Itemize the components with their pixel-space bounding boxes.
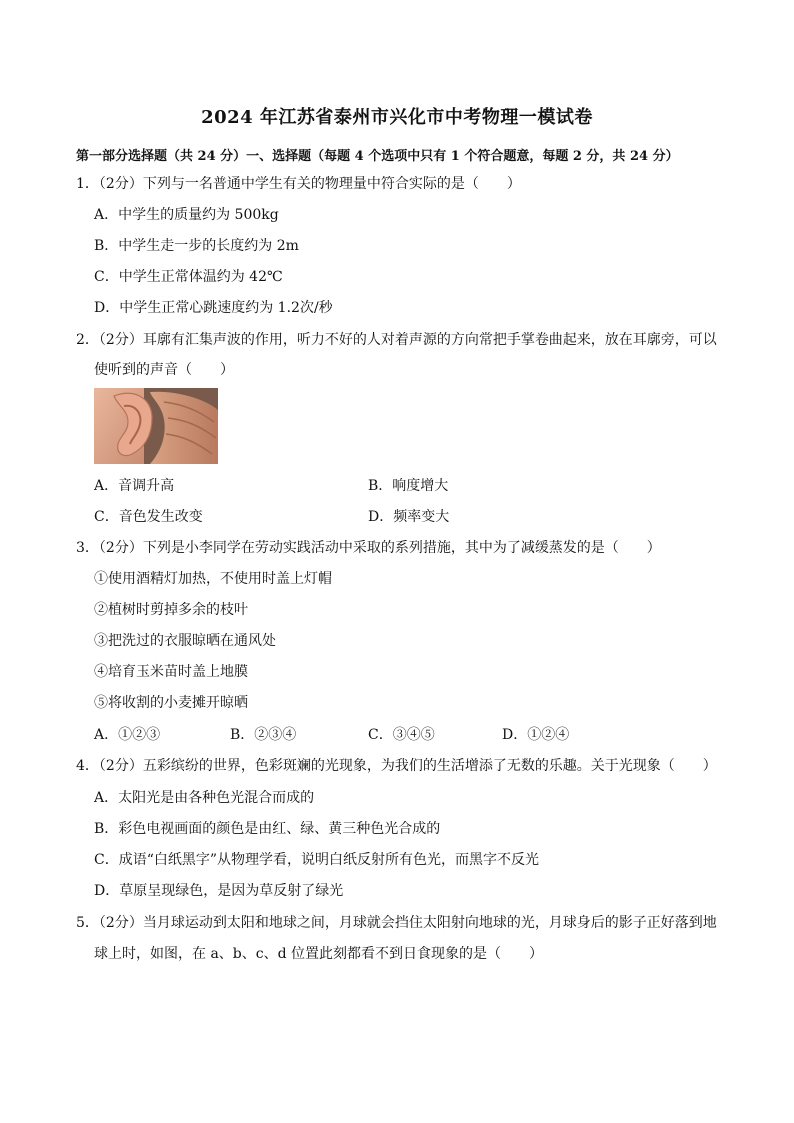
question-3-item-2: ②植树时剪掉多余的枝叶 [94,602,248,618]
question-4-option-b: B．彩色电视画面的颜色是由红、绿、黄三种色光合成的 [94,821,441,837]
question-1-option-c: C．中学生正常体温约为 42℃ [94,269,283,285]
question-3-item-5: ⑤将收割的小麦摊开晾晒 [94,695,248,711]
question-3-stem: 3．（2分）下列是小李同学在劳动实践活动中采取的系列措施，其中为了减缓蒸发的是（ ） [76,540,661,556]
question-3-option-a: A．①②③ [94,727,161,743]
question-2-stem-cont: 使听到的声音（ ） [94,362,234,378]
question-5-stem: 5．（2分）当月球运动到太阳和地球之间，月球就会挡住太阳射向地球的光，月球身后的影子正好落到地 [76,915,717,931]
question-5-stem-cont: 球上时，如图，在 a、b、c、d 位置此刻都看不到日食现象的是（ ） [94,946,544,962]
question-2-option-a: A．音调升高 [94,478,175,494]
ear-hand-photo [94,388,218,464]
question-3-option-c: C．③④⑤ [368,727,435,743]
question-4-option-a: A．太阳光是由各种色光混合而成的 [94,790,315,806]
section-heading: 第一部分选择题（共 24 分）一、选择题（每题 4 个选项中只有 1 个符合题意，每题 2 分，共 24 分） [76,149,679,164]
question-2-stem: 2．（2分）耳廓有汇集声波的作用，听力不好的人对着声源的方向常把手掌卷曲起来，放在耳廓旁，可以 [76,332,717,348]
question-4-option-d: D．草原呈现绿色，是因为草反射了绿光 [94,883,344,899]
question-1-option-b: B．中学生走一步的长度约为 2m [94,238,299,254]
exam-title: 2024 年江苏省泰州市兴化市中考物理一模试卷 [201,107,593,128]
question-3-option-b: B．②③④ [230,727,297,743]
question-2-option-c: C．音色发生改变 [94,509,203,525]
question-3-item-3: ③把洗过的衣服晾晒在通风处 [94,633,276,649]
question-3-option-d: D．①②④ [502,727,570,743]
question-1-stem: 1．（2分）下列与一名普通中学生有关的物理量中符合实际的是（ ） [76,176,521,192]
question-2-option-b: B．响度增大 [368,478,449,494]
question-2-option-d: D．频率变大 [368,509,450,525]
question-3-item-1: ①使用酒精灯加热，不使用时盖上灯帽 [94,571,332,587]
question-4-stem: 4．（2分）五彩缤纷的世界，色彩斑斓的光现象，为我们的生活增添了无数的乐趣。关于光现象（ ） [76,758,717,774]
question-4-option-c: C．成语“白纸黑字”从物理学看，说明白纸反射所有色光，而黑字不反光 [94,852,540,868]
question-1-option-a: A．中学生的质量约为 500kg [94,207,279,223]
question-1-option-d: D．中学生正常心跳速度约为 1.2次/秒 [94,300,333,316]
question-3-item-4: ④培育玉米苗时盖上地膜 [94,664,248,680]
